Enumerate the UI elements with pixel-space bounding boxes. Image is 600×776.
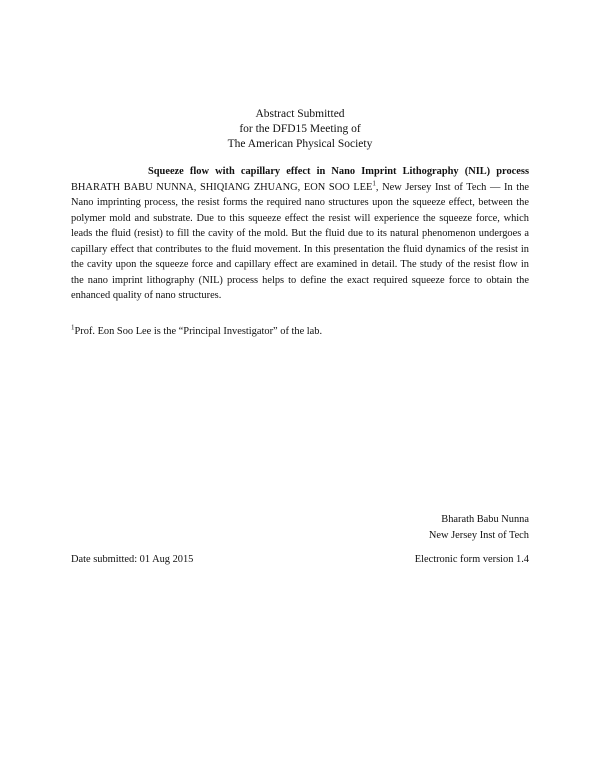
date-submitted: Date submitted: 01 Aug 2015: [71, 554, 194, 565]
footnote-mark: 1: [71, 323, 75, 332]
footnote: [71, 325, 529, 339]
abstract-block: [71, 164, 529, 304]
form-version: Electronic form version 1.4: [414, 554, 529, 565]
header-line-society: The American Physical Society: [227, 138, 373, 150]
header-line-abstract-submitted: Abstract Submitted: [255, 108, 345, 120]
page-footer: [71, 553, 529, 567]
author-footnote-mark: 1: [372, 179, 376, 188]
header-line-meeting: for the DFD15 Meeting of: [239, 123, 361, 135]
abstract-body: In the Nano imprinting process, the resist forms the required nano structures upon the squeeze effect, between the polymer mold and substrate. Due to this squeeze effect the resist will experience the squeeze force, which leads the fluid (resist) to fill the cavity of the mold. But the fluid due to its natural phenomenon undergoes a capillary effect that contributes to the fluid movement. In this presentation the fluid dynamics of the resist in the cavity upon the squeeze force and capillary effect are examined in detail. The study of the resist flow in the nano imprint lithography (NIL) process helps to define the exact required squeeze force to obtain the enhanced quality of nano structures.: [71, 181, 530, 301]
abstract-affiliation: , New Jersey Inst of Tech: [375, 181, 487, 193]
abstract-header: [0, 107, 600, 152]
abstract-authors: BHARATH BABU NUNNA, SHIQIANG ZHUANG, EON SOO LEE: [71, 181, 373, 193]
abstract-title: Squeeze flow with capillary effect in Nano Imprint Lithography (NIL) process: [148, 166, 529, 177]
abstract-paragraph: [71, 164, 529, 304]
submitter-name: Bharath Babu Nunna: [441, 514, 529, 525]
abstract-separator: —: [486, 181, 505, 193]
submitter-institution: New Jersey Inst of Tech: [428, 529, 529, 541]
submitter-block: [429, 512, 529, 543]
footnote-text: Prof. Eon Soo Lee is the “Principal Investigator” of the lab.: [74, 326, 323, 337]
